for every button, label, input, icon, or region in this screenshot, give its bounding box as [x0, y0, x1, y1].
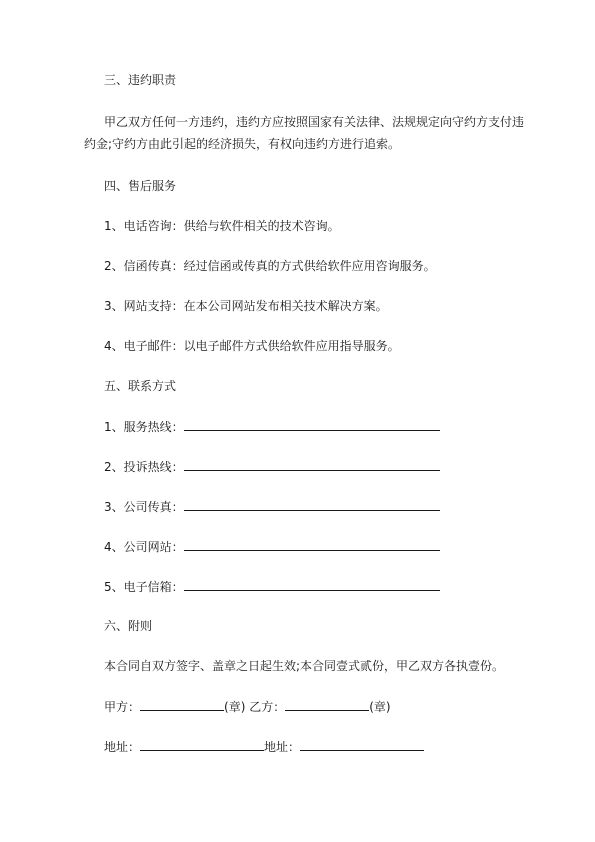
- address-b-label: 地址：: [264, 740, 301, 754]
- contact-item: [104, 578, 440, 595]
- after-sales-item: 1、电话咨询：供给与软件相关的技术咨询。: [104, 219, 340, 233]
- address-b-blank: [300, 738, 424, 751]
- paragraph-breach-line-2: 约金;守约方由此引起的经济损失，有权向违约方进行追索。: [84, 137, 401, 151]
- fill-blank-line: [184, 538, 440, 551]
- paragraph-breach-line-1: 甲乙双方任何一方违约，违约方应按照国家有关法律、法规规定向守约方支付违: [104, 115, 525, 129]
- fill-blank-line: [184, 578, 440, 591]
- signature-row: [104, 698, 391, 715]
- party-b-seal: (章): [369, 700, 391, 714]
- party-a-label: 甲方：: [104, 700, 141, 714]
- fill-blank-line: [184, 458, 440, 471]
- party-a-seal: (章): [224, 700, 246, 714]
- contact-item: [104, 538, 440, 555]
- contact-label: 5、电子信箱：: [104, 580, 184, 594]
- contact-label: 3、公司传真：: [104, 500, 184, 514]
- contact-item: [104, 418, 440, 435]
- address-a-blank: [140, 738, 264, 751]
- contact-label: 2、投诉热线：: [104, 460, 184, 474]
- section-heading-appendix: 六、附则: [104, 619, 153, 633]
- party-b-blank: [285, 698, 369, 711]
- contact-item: [104, 458, 440, 475]
- section-heading-contact: 五、联系方式: [104, 379, 177, 393]
- fill-blank-line: [184, 418, 440, 431]
- address-row: [104, 738, 424, 755]
- contact-label: 4、公司网站：: [104, 540, 184, 554]
- party-a-blank: [140, 698, 224, 711]
- after-sales-item: 3、网站支持：在本公司网站发布相关技术解决方案。: [104, 299, 388, 313]
- address-a-label: 地址：: [104, 740, 141, 754]
- appendix-text: 本合同自双方签字、盖章之日起生效;本合同壹式贰份，甲乙双方各执壹份。: [104, 659, 505, 673]
- contact-label: 1、服务热线：: [104, 420, 184, 434]
- section-heading-breach: 三、违约职责: [104, 73, 177, 87]
- section-heading-after-sales: 四、售后服务: [104, 179, 177, 193]
- after-sales-item: 2、信函传真：经过信函或传真的方式供给软件应用咨询服务。: [104, 259, 436, 273]
- contact-item: [104, 498, 440, 515]
- after-sales-item: 4、电子邮件：以电子邮件方式供给软件应用指导服务。: [104, 339, 400, 353]
- party-b-label: 乙方：: [249, 700, 286, 714]
- fill-blank-line: [184, 498, 440, 511]
